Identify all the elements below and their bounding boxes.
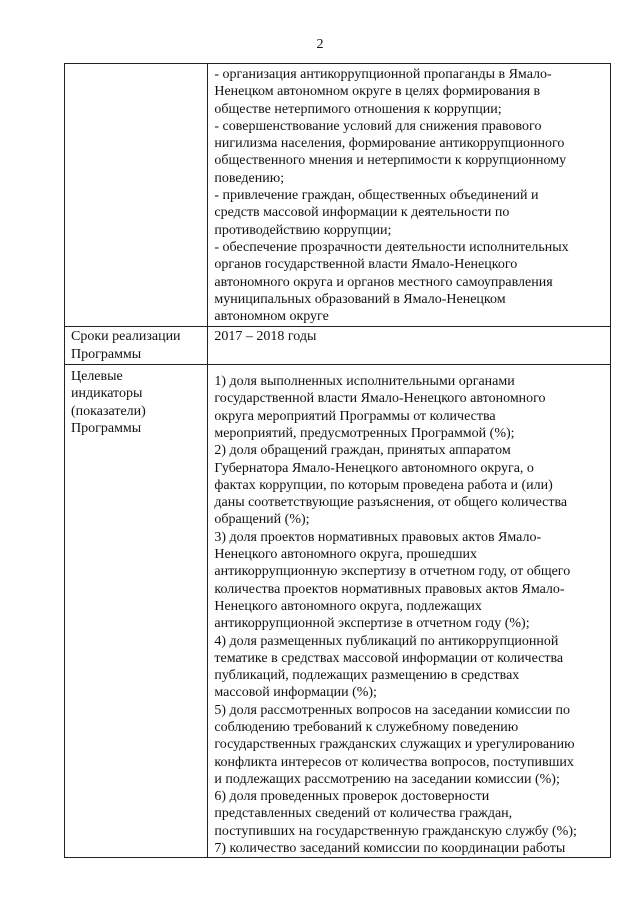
text-line: количества проектов нормативных правовых актов Ямало- — [214, 581, 565, 597]
text-line: - обеспечение прозрачности деятельности исполнительных — [214, 239, 569, 255]
row-label-line: Программы — [71, 346, 142, 362]
table-row-goals — [65, 64, 611, 327]
text-line: органов государственной власти Ямало-Ненецкого — [214, 257, 518, 273]
text-line: 2017 – 2018 годы — [214, 329, 317, 345]
indicators-label-cell — [65, 365, 208, 858]
text-line: средств массовой информации к деятельности по — [214, 205, 510, 221]
text-line: округа мероприятий Программы от количества — [214, 408, 496, 424]
text-line: - организация антикоррупционной пропаганды в Ямало- — [214, 67, 552, 82]
terms-label-cell — [65, 327, 208, 365]
text-line: государственной власти Ямало-Ненецкого автономного — [214, 391, 546, 407]
text-line: представленных сведений от количества граждан, — [214, 806, 513, 822]
text-line: 4) доля размещенных публикаций по антикоррупционной — [214, 633, 559, 649]
text-line: конфликта интересов от количества вопросов, поступивших — [214, 754, 574, 770]
text-line: публикаций, подлежащих размещению в средствах — [214, 668, 520, 684]
text-line: 5) доля рассмотренных вопросов на заседании комиссии по — [214, 702, 571, 718]
goals-label-cell — [65, 64, 208, 327]
text-line: общественного мнения и нетерпимости к коррупционному — [214, 153, 567, 169]
text-line: массовой информации (%); — [214, 685, 377, 701]
text-line: Губернатора Ямало-Ненецкого автономного округа, о — [214, 460, 534, 476]
table-row-terms — [65, 327, 611, 365]
text-line: и подлежащих рассмотрению на заседании комиссии (%); — [214, 771, 560, 787]
page-number: 2 — [316, 37, 324, 52]
text-line: автономном округе — [214, 309, 329, 325]
text-line: мероприятий, предусмотренных Программой (%); — [214, 425, 515, 441]
row-label-line: Программы — [71, 420, 142, 436]
text-line: обществе нетерпимого отношения к коррупции; — [214, 101, 502, 117]
text-line: тематике в средствах массовой информации от количества — [214, 650, 564, 666]
text-line: 7) количество заседаний комиссии по координации работы — [214, 841, 566, 857]
text-line: обращений (%); — [214, 512, 310, 528]
text-line: автономного округа и органов местного самоуправления — [214, 274, 553, 290]
text-line: Ненецком автономном округе в целях формирования в — [214, 84, 541, 100]
text-line: 1) доля выполненных исполнительными органами — [214, 374, 515, 390]
text-line: Ненецкого автономного округа, прошедших — [214, 547, 478, 563]
text-line: соблюдению требований к служебному поведению — [214, 719, 519, 735]
text-line: Ненецкого автономного округа, подлежащих — [214, 598, 482, 614]
row-label-line: индикаторы — [71, 386, 143, 402]
terms-content-cell — [208, 327, 611, 365]
text-line: - совершенствование условий для снижения правового — [214, 118, 542, 134]
text-line: государственных гражданских служащих и урегулированию — [214, 737, 575, 753]
text-line: антикоррупционной экспертизе в отчетном году (%); — [214, 616, 530, 632]
row-label-line: Сроки реализации — [71, 329, 181, 345]
text-line: противодействию коррупции; — [214, 222, 392, 238]
text-line: поведению; — [214, 170, 285, 186]
goals-content-cell — [208, 64, 611, 327]
text-line: антикоррупционную экспертизу в отчетном году, от общего — [214, 564, 571, 580]
text-line: 6) доля проведенных проверок достоверности — [214, 789, 490, 805]
text-line: 2) доля обращений граждан, принятых аппаратом — [214, 443, 511, 459]
text-line: - привлечение граждан, общественных объединений и — [214, 188, 539, 204]
text-line: даны соответствующие разъяснения, от общего количества — [214, 495, 568, 511]
indicators-content-cell — [208, 365, 611, 858]
text-line: поступивших на государственную гражданскую службу (%); — [214, 823, 577, 839]
row-label-line: Целевые — [71, 369, 123, 385]
text-line: 3) доля проектов нормативных правовых актов Ямало- — [214, 529, 542, 545]
text-line: муниципальных образований в Ямало-Ненецком — [214, 291, 506, 307]
table-row-indicators — [65, 365, 611, 858]
row-label-line: (показатели) — [71, 403, 146, 419]
text-line: фактах коррупции, по которым проведена работа и (или) — [214, 477, 553, 493]
text-line: нигилизма населения, формирование антикоррупционного — [214, 136, 565, 152]
program-passport-table — [64, 63, 611, 858]
